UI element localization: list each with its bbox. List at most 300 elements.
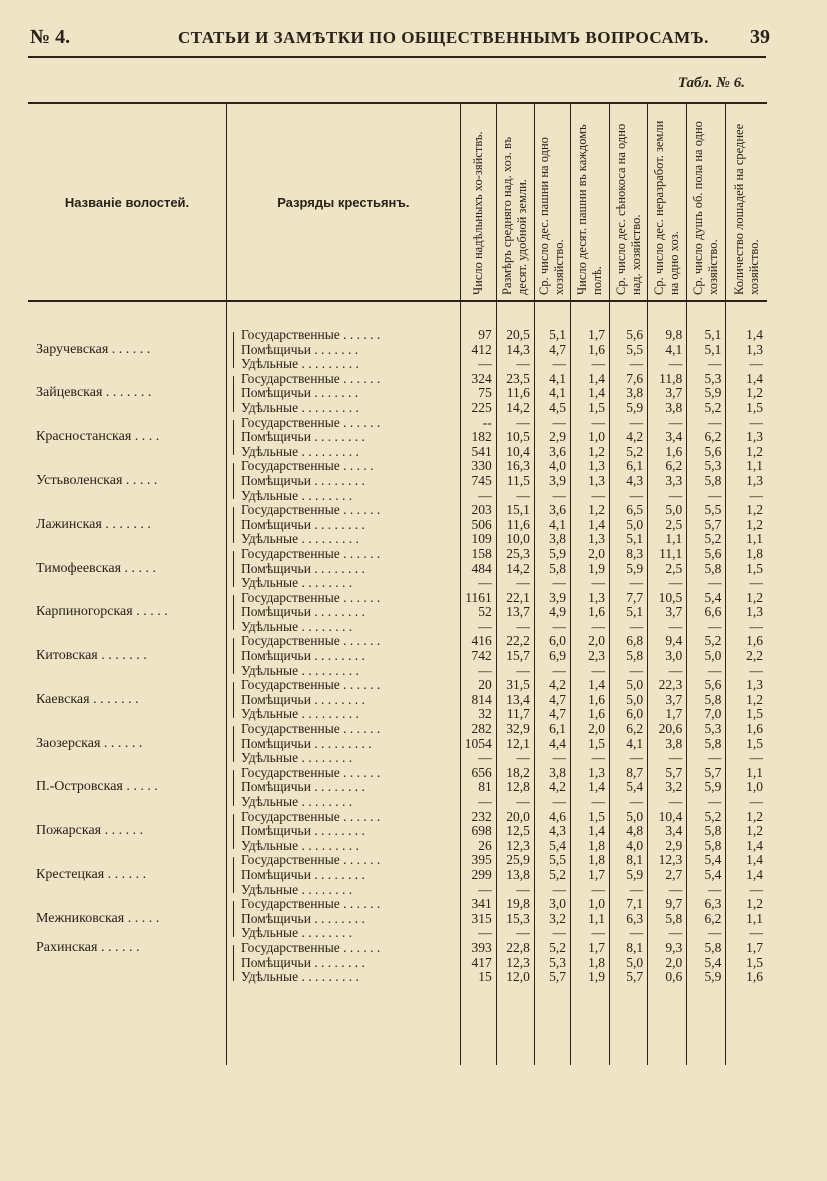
value-cell: 698 bbox=[460, 824, 496, 839]
value-cell: — bbox=[570, 620, 609, 635]
table-row bbox=[28, 664, 767, 679]
value-cell: 8,3 bbox=[610, 547, 648, 562]
table-row bbox=[28, 357, 767, 372]
razryad-label: Удѣльные . . . . . . . . . bbox=[241, 532, 359, 547]
table-row bbox=[28, 401, 767, 416]
razryad-label: Удѣльные . . . . . . . . bbox=[241, 619, 353, 634]
value-cell: 10,4 bbox=[496, 445, 534, 460]
value-cell: 412 bbox=[460, 343, 496, 358]
razryad-label: Государственные . . . . . . bbox=[241, 415, 381, 430]
group-bracket bbox=[233, 751, 234, 762]
value-cell: 1,4 bbox=[570, 518, 609, 533]
value-cell: — bbox=[610, 357, 648, 372]
razryad-label: Удѣльные . . . . . . . . bbox=[241, 795, 353, 809]
value-cell: 232 bbox=[460, 810, 496, 825]
volost-name: Крестецкая . . . . . . bbox=[36, 867, 147, 882]
value-cell: 656 bbox=[460, 766, 496, 781]
volost-name bbox=[28, 547, 227, 562]
value-cell: 1,4 bbox=[570, 678, 609, 693]
razryad-cell bbox=[227, 970, 461, 985]
header-row bbox=[28, 103, 767, 301]
volost-name: Китовская . . . . . . . bbox=[36, 649, 147, 664]
value-cell: 5,3 bbox=[687, 372, 726, 387]
value-cell: 5,9 bbox=[687, 386, 726, 401]
razryad-cell bbox=[227, 839, 461, 854]
razryad-label: Помѣщичьи . . . . . . . . bbox=[241, 955, 365, 970]
value-cell: 1,6 bbox=[648, 445, 687, 460]
razryad-label: Помѣщичьи . . . . . . . . bbox=[241, 824, 365, 839]
value-cell: 5,9 bbox=[687, 970, 726, 985]
col-header-razryad: Разряды крестьянъ. bbox=[227, 103, 461, 301]
razryad-cell bbox=[227, 605, 461, 620]
value-cell: 4,0 bbox=[610, 839, 648, 854]
group-bracket bbox=[233, 576, 234, 587]
value-cell: 75 bbox=[460, 386, 496, 401]
table-row bbox=[28, 707, 767, 722]
value-cell: 1,7 bbox=[726, 941, 767, 956]
value-cell: 12,5 bbox=[496, 824, 534, 839]
value-cell: 1,6 bbox=[726, 634, 767, 649]
volost-name: Лажинская . . . . . . . bbox=[36, 517, 151, 532]
value-cell: 1,3 bbox=[570, 532, 609, 547]
value-cell: 5,7 bbox=[687, 518, 726, 533]
volost-name bbox=[28, 620, 227, 635]
value-cell: 5,1 bbox=[687, 343, 726, 358]
group-bracket bbox=[233, 901, 234, 912]
value-cell: 6,0 bbox=[610, 707, 648, 722]
value-cell: — bbox=[648, 620, 687, 635]
value-cell: 5,0 bbox=[610, 956, 648, 971]
volost-name: П.-Островская . . . . . bbox=[36, 780, 158, 795]
value-cell: 3,0 bbox=[648, 649, 687, 664]
value-cell: 5,0 bbox=[610, 693, 648, 708]
value-cell: 1,4 bbox=[726, 328, 767, 343]
volost-name: Рахинская . . . . . . bbox=[36, 940, 140, 955]
value-cell: 1,2 bbox=[726, 897, 767, 912]
value-cell: — bbox=[687, 416, 726, 431]
volost-name bbox=[28, 401, 227, 416]
group-bracket bbox=[233, 795, 234, 806]
value-cell: — bbox=[610, 926, 648, 941]
value-cell: — bbox=[534, 489, 570, 504]
razryad-cell bbox=[227, 343, 461, 358]
value-cell: 15,3 bbox=[496, 912, 534, 927]
volost-name bbox=[28, 445, 227, 460]
group-bracket bbox=[233, 332, 234, 343]
value-cell: 1,5 bbox=[726, 401, 767, 416]
value-cell: 1,6 bbox=[726, 970, 767, 985]
value-cell: 22,2 bbox=[496, 634, 534, 649]
value-cell: 1161 bbox=[460, 591, 496, 606]
volost-name: Пожарская . . . . . . bbox=[36, 824, 144, 839]
value-cell: — bbox=[534, 620, 570, 635]
value-cell: 315 bbox=[460, 912, 496, 927]
table-row bbox=[28, 445, 767, 460]
value-cell: 5,0 bbox=[610, 810, 648, 825]
value-cell: 5,8 bbox=[687, 693, 726, 708]
value-cell: 5,3 bbox=[687, 459, 726, 474]
table-row bbox=[28, 562, 767, 577]
value-cell: 1,0 bbox=[726, 780, 767, 795]
razryad-cell bbox=[227, 751, 461, 766]
group-bracket bbox=[233, 707, 234, 718]
value-cell: 4,1 bbox=[648, 343, 687, 358]
value-cell: 1,3 bbox=[726, 605, 767, 620]
value-cell: 1,5 bbox=[726, 737, 767, 752]
value-cell: — bbox=[460, 620, 496, 635]
value-cell: 4,8 bbox=[610, 824, 648, 839]
value-cell: 4,6 bbox=[534, 810, 570, 825]
value-cell: 22,3 bbox=[648, 678, 687, 693]
table-row bbox=[28, 343, 767, 358]
value-cell: 4,7 bbox=[534, 707, 570, 722]
value-cell: 31,5 bbox=[496, 678, 534, 693]
volost-name bbox=[28, 926, 227, 941]
value-cell: 11,1 bbox=[648, 547, 687, 562]
value-cell: 19,8 bbox=[496, 897, 534, 912]
value-cell: 5,4 bbox=[687, 591, 726, 606]
razryad-cell bbox=[227, 693, 461, 708]
group-bracket bbox=[233, 507, 234, 518]
value-cell: 26 bbox=[460, 839, 496, 854]
value-cell: — bbox=[534, 926, 570, 941]
value-cell: 4,4 bbox=[534, 737, 570, 752]
value-cell: — bbox=[570, 357, 609, 372]
value-cell: 6,6 bbox=[687, 605, 726, 620]
value-cell: — bbox=[534, 664, 570, 679]
value-cell: 1,6 bbox=[726, 722, 767, 737]
value-cell: 5,9 bbox=[687, 780, 726, 795]
group-bracket bbox=[233, 970, 234, 981]
value-cell: 7,7 bbox=[610, 591, 648, 606]
group-bracket bbox=[233, 883, 234, 894]
value-cell: 1,1 bbox=[726, 766, 767, 781]
value-cell: — bbox=[570, 795, 609, 810]
value-cell: 5,0 bbox=[610, 678, 648, 693]
value-cell: 20,5 bbox=[496, 328, 534, 343]
table-row bbox=[28, 372, 767, 387]
value-cell: 3,8 bbox=[534, 532, 570, 547]
value-cell: 1,3 bbox=[726, 343, 767, 358]
value-cell: 12,3 bbox=[648, 853, 687, 868]
value-cell: — bbox=[534, 357, 570, 372]
value-cell: 341 bbox=[460, 897, 496, 912]
group-bracket bbox=[233, 664, 234, 675]
table-row bbox=[28, 430, 767, 445]
value-cell: 7,1 bbox=[610, 897, 648, 912]
value-cell: 2,3 bbox=[570, 649, 609, 664]
razryad-cell bbox=[227, 416, 461, 431]
value-cell: 1,1 bbox=[726, 532, 767, 547]
value-cell: — bbox=[726, 664, 767, 679]
value-cell: 742 bbox=[460, 649, 496, 664]
table-row bbox=[28, 956, 767, 971]
table-row bbox=[28, 795, 767, 810]
value-cell: — bbox=[496, 795, 534, 810]
value-cell: 4,1 bbox=[534, 518, 570, 533]
value-cell: 5,7 bbox=[534, 970, 570, 985]
value-cell: 10,0 bbox=[496, 532, 534, 547]
volost-name bbox=[28, 766, 227, 781]
value-cell: 1,2 bbox=[726, 503, 767, 518]
value-cell: 1,2 bbox=[726, 824, 767, 839]
value-cell: — bbox=[460, 751, 496, 766]
value-cell: 6,0 bbox=[534, 634, 570, 649]
razryad-cell bbox=[227, 357, 461, 372]
value-cell: 1,6 bbox=[570, 605, 609, 620]
value-cell: 6,2 bbox=[687, 430, 726, 445]
value-cell: — bbox=[687, 664, 726, 679]
value-cell: — bbox=[648, 357, 687, 372]
value-cell: 1,2 bbox=[726, 693, 767, 708]
razryad-label: Удѣльные . . . . . . . . bbox=[241, 488, 353, 503]
value-cell: — bbox=[726, 926, 767, 941]
col-header-hayfield: Ср. число дес. сѣнокоса на одно над. хозяйство. bbox=[610, 103, 648, 301]
value-cell: — bbox=[687, 576, 726, 591]
value-cell: 1,7 bbox=[648, 707, 687, 722]
razryad-cell bbox=[227, 707, 461, 722]
value-cell: 393 bbox=[460, 941, 496, 956]
value-cell: 4,7 bbox=[534, 343, 570, 358]
group-bracket bbox=[233, 562, 234, 577]
razryad-cell bbox=[227, 926, 461, 941]
value-cell: 1,8 bbox=[726, 547, 767, 562]
razryad-label: Государственные . . . . . . bbox=[241, 940, 381, 955]
value-cell: — bbox=[570, 576, 609, 591]
value-cell: 1,7 bbox=[570, 328, 609, 343]
table-row bbox=[28, 766, 767, 781]
value-cell: 395 bbox=[460, 853, 496, 868]
value-cell: — bbox=[726, 576, 767, 591]
razryad-label: Удѣльные . . . . . . . . bbox=[241, 576, 353, 591]
razryad-cell bbox=[227, 547, 461, 562]
razryad-label: Помѣщичьи . . . . . . . . bbox=[241, 692, 365, 707]
value-cell: 5,4 bbox=[610, 780, 648, 795]
value-cell: 1,2 bbox=[570, 445, 609, 460]
value-cell: 52 bbox=[460, 605, 496, 620]
razryad-label: Удѣльные . . . . . . . . . bbox=[241, 838, 359, 853]
value-cell: 4,2 bbox=[610, 430, 648, 445]
table-row bbox=[28, 970, 767, 985]
table-row bbox=[28, 634, 767, 649]
table-row bbox=[28, 824, 767, 839]
table-row bbox=[28, 386, 767, 401]
value-cell: 10,4 bbox=[648, 810, 687, 825]
value-cell: 1,4 bbox=[726, 868, 767, 883]
table-row bbox=[28, 839, 767, 854]
razryad-cell bbox=[227, 576, 461, 591]
value-cell: 11,5 bbox=[496, 474, 534, 489]
value-cell: 4,7 bbox=[534, 693, 570, 708]
spacer-row bbox=[28, 301, 767, 328]
group-bracket bbox=[233, 445, 234, 456]
value-cell: 3,2 bbox=[648, 780, 687, 795]
value-cell: — bbox=[460, 664, 496, 679]
value-cell: 5,5 bbox=[610, 343, 648, 358]
group-bracket bbox=[233, 945, 234, 956]
volost-name bbox=[28, 634, 227, 649]
volost-name bbox=[28, 532, 227, 547]
value-cell: 1,2 bbox=[726, 386, 767, 401]
value-cell: 5,2 bbox=[610, 445, 648, 460]
value-cell: — bbox=[726, 795, 767, 810]
volost-name bbox=[28, 328, 227, 343]
value-cell: 5,9 bbox=[610, 401, 648, 416]
value-cell: 1,6 bbox=[570, 693, 609, 708]
table-row bbox=[28, 605, 767, 620]
table-row bbox=[28, 678, 767, 693]
value-cell: 11,6 bbox=[496, 518, 534, 533]
group-bracket bbox=[233, 376, 234, 387]
table-row bbox=[28, 941, 767, 956]
value-cell: — bbox=[610, 664, 648, 679]
value-cell: -- bbox=[460, 416, 496, 431]
razryad-label: Удѣльные . . . . . . . . . bbox=[241, 357, 359, 372]
value-cell: — bbox=[610, 883, 648, 898]
volost-name: Тимофеевская . . . . . bbox=[36, 561, 157, 576]
value-cell: — bbox=[610, 576, 648, 591]
razryad-cell bbox=[227, 824, 461, 839]
value-cell: 5,5 bbox=[687, 503, 726, 518]
razryad-label: Государственные . . . . . . bbox=[241, 722, 381, 737]
volost-name bbox=[28, 664, 227, 679]
value-cell: 2,0 bbox=[570, 634, 609, 649]
razryad-label: Помѣщичьи . . . . . . . . bbox=[241, 649, 365, 664]
value-cell: 1,3 bbox=[570, 591, 609, 606]
value-cell: 5,8 bbox=[687, 824, 726, 839]
value-cell: 6,1 bbox=[610, 459, 648, 474]
group-bracket bbox=[233, 737, 234, 752]
value-cell: 5,8 bbox=[687, 562, 726, 577]
col-header-horses: Количество лошадей на среднее хозяйство. bbox=[726, 103, 767, 301]
razryad-cell bbox=[227, 386, 461, 401]
razryad-label: Удѣльные . . . . . . . . . bbox=[241, 444, 359, 459]
razryad-label: Государственные . . . . . . bbox=[241, 678, 381, 693]
table-row bbox=[28, 883, 767, 898]
razryad-label: Помѣщичьи . . . . . . . . bbox=[241, 430, 365, 445]
table-row bbox=[28, 518, 767, 533]
value-cell: 15,1 bbox=[496, 503, 534, 518]
page-number: 39 bbox=[750, 26, 770, 48]
volost-name bbox=[28, 956, 227, 971]
value-cell: 18,2 bbox=[496, 766, 534, 781]
value-cell: 225 bbox=[460, 401, 496, 416]
razryad-cell bbox=[227, 722, 461, 737]
group-bracket bbox=[233, 420, 234, 431]
value-cell: 5,3 bbox=[534, 956, 570, 971]
table-row bbox=[28, 912, 767, 927]
value-cell: 182 bbox=[460, 430, 496, 445]
value-cell: 1,9 bbox=[570, 970, 609, 985]
table-row bbox=[28, 897, 767, 912]
razryad-label: Помѣщичьи . . . . . . . bbox=[241, 342, 359, 357]
table-row bbox=[28, 459, 767, 474]
col-header-unworked-land: Ср. число дес. неразработ. земли на одно хоз. bbox=[648, 103, 687, 301]
volost-name bbox=[28, 576, 227, 591]
value-cell: 324 bbox=[460, 372, 496, 387]
value-cell: 1,1 bbox=[726, 912, 767, 927]
value-cell: 5,9 bbox=[610, 562, 648, 577]
value-cell: — bbox=[496, 489, 534, 504]
value-cell: — bbox=[610, 416, 648, 431]
value-cell: — bbox=[687, 926, 726, 941]
value-cell: 5,2 bbox=[687, 401, 726, 416]
value-cell: — bbox=[534, 883, 570, 898]
table-row bbox=[28, 416, 767, 431]
value-cell: 1,6 bbox=[570, 343, 609, 358]
value-cell: — bbox=[460, 926, 496, 941]
value-cell: — bbox=[570, 926, 609, 941]
value-cell: 7,0 bbox=[687, 707, 726, 722]
value-cell: 5,9 bbox=[610, 868, 648, 883]
table-row bbox=[28, 474, 767, 489]
value-cell: 25,3 bbox=[496, 547, 534, 562]
value-cell: 1,7 bbox=[570, 868, 609, 883]
col-header-arable-per-field: Число десят. пашни въ каждомъ полѣ. bbox=[570, 103, 609, 301]
value-cell: 3,4 bbox=[648, 430, 687, 445]
value-cell: — bbox=[460, 357, 496, 372]
value-cell: 5,4 bbox=[534, 839, 570, 854]
value-cell: 2,0 bbox=[648, 956, 687, 971]
razryad-label: Помѣщичьи . . . . . . . . bbox=[241, 561, 365, 576]
razryad-label: Помѣщичьи . . . . . . . . bbox=[241, 911, 365, 926]
value-cell: — bbox=[460, 795, 496, 810]
value-cell: 5,7 bbox=[648, 766, 687, 781]
value-cell: 1,5 bbox=[570, 401, 609, 416]
value-cell: 5,7 bbox=[687, 766, 726, 781]
value-cell: 5,2 bbox=[687, 810, 726, 825]
value-cell: — bbox=[534, 416, 570, 431]
value-cell: 2,2 bbox=[726, 649, 767, 664]
value-cell: 1,2 bbox=[570, 503, 609, 518]
table-row bbox=[28, 853, 767, 868]
value-cell: 5,4 bbox=[687, 956, 726, 971]
value-cell: 3,7 bbox=[648, 693, 687, 708]
volost-name bbox=[28, 795, 227, 810]
value-cell: — bbox=[496, 357, 534, 372]
value-cell: — bbox=[726, 416, 767, 431]
volost-name: Межниковская . . . . . bbox=[36, 911, 160, 926]
group-bracket bbox=[233, 649, 234, 664]
volost-name: Устьволенская . . . . . bbox=[36, 473, 158, 488]
value-cell: 6,2 bbox=[687, 912, 726, 927]
col-header-souls: Ср. число душъ об. пола на одно хозяйство. bbox=[687, 103, 726, 301]
group-bracket bbox=[233, 532, 234, 543]
value-cell: 3,8 bbox=[648, 401, 687, 416]
razryad-cell bbox=[227, 532, 461, 547]
value-cell: 5,5 bbox=[534, 853, 570, 868]
value-cell: 5,1 bbox=[610, 605, 648, 620]
value-cell: 745 bbox=[460, 474, 496, 489]
value-cell: 13,4 bbox=[496, 693, 534, 708]
group-bracket bbox=[233, 605, 234, 620]
group-bracket bbox=[233, 463, 234, 474]
value-cell: 5,8 bbox=[687, 474, 726, 489]
value-cell: 2,9 bbox=[534, 430, 570, 445]
value-cell: 299 bbox=[460, 868, 496, 883]
razryad-label: Государственные . . . . . . bbox=[241, 546, 381, 561]
table-row bbox=[28, 751, 767, 766]
value-cell: 1,1 bbox=[726, 459, 767, 474]
value-cell: 1,4 bbox=[726, 853, 767, 868]
value-cell: 282 bbox=[460, 722, 496, 737]
value-cell: — bbox=[570, 751, 609, 766]
table-row bbox=[28, 576, 767, 591]
value-cell: 5,2 bbox=[534, 868, 570, 883]
value-cell: — bbox=[496, 664, 534, 679]
value-cell: 81 bbox=[460, 780, 496, 795]
value-cell: 1,2 bbox=[726, 591, 767, 606]
